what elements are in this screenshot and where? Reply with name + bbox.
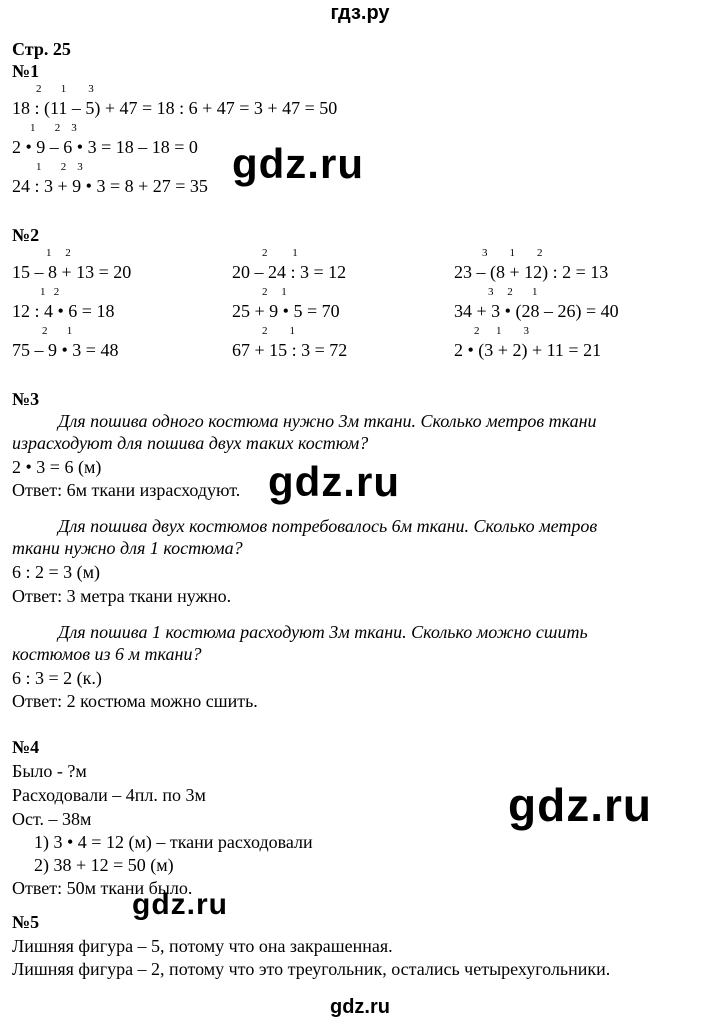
order-marks: 2 1 xyxy=(42,325,73,337)
task-text: израсходуют для пошива двух таких костюм? xyxy=(12,433,369,453)
expression: 15 – 8 + 13 = 20 xyxy=(12,262,132,282)
task-text: ткани нужно для 1 костюма? xyxy=(12,538,243,558)
explanation-line: Лишняя фигура – 5, потому что она закрашенная. xyxy=(12,936,393,956)
answer: Ответ: 6м ткани израсходуют. xyxy=(12,480,241,500)
solution-step: 1) 3 • 4 = 12 (м) – ткани расходовали xyxy=(34,832,313,852)
condition-line: Расходовали – 4пл. по 3м xyxy=(12,785,206,805)
expression: 75 – 9 • 3 = 48 xyxy=(12,340,119,360)
task-text: Для пошива двух костюмов потребовалось 6м ткани. Сколько метров xyxy=(58,516,598,536)
page-label: Стр. 25 xyxy=(12,39,71,59)
condition-line: Ост. – 38м xyxy=(12,809,92,829)
order-marks: 1 2 xyxy=(40,286,60,298)
section-3-title: №3 xyxy=(12,389,40,409)
task-text: Для пошива одного костюма нужно 3м ткани. Сколько метров ткани xyxy=(58,411,597,431)
solution-step: 2) 38 + 12 = 50 (м) xyxy=(34,855,174,875)
order-marks: 1 2 xyxy=(46,247,71,259)
task-text: костюмов из 6 м ткани? xyxy=(12,644,202,664)
watermark: gdz.ru xyxy=(268,458,400,505)
expression: 20 – 24 : 3 = 12 xyxy=(232,262,347,282)
order-marks: 2 1 xyxy=(262,286,287,298)
expression: 24 : 3 + 9 • 3 = 8 + 27 = 35 xyxy=(12,176,208,196)
expression: 2 • 9 – 6 • 3 = 18 – 18 = 0 xyxy=(12,137,198,157)
order-marks: 2 1 3 xyxy=(474,325,529,337)
watermark: gdz.ru xyxy=(132,888,228,921)
section-4-title: №4 xyxy=(12,737,40,757)
calculation: 6 : 3 = 2 (к.) xyxy=(12,668,102,688)
section-2-title: №2 xyxy=(12,225,40,245)
site-footer: gdz.ru xyxy=(330,996,390,1018)
order-marks: 3 1 2 xyxy=(482,247,543,259)
explanation-line: Лишняя фигура – 2, потому что это треугольник, остались четырехугольники. xyxy=(12,959,611,979)
answer: Ответ: 2 костюма можно сшить. xyxy=(12,691,258,711)
expression: 23 – (8 + 12) : 2 = 13 xyxy=(454,262,609,282)
expression: 25 + 9 • 5 = 70 xyxy=(232,301,340,321)
answer: Ответ: 3 метра ткани нужно. xyxy=(12,586,232,606)
watermark: gdz.ru xyxy=(508,779,652,831)
order-marks: 1 2 3 xyxy=(36,161,83,173)
expression: 18 : (11 – 5) + 47 = 18 : 6 + 47 = 3 + 47 = 50 xyxy=(12,98,338,118)
expression: 67 + 15 : 3 = 72 xyxy=(232,340,348,360)
task-text: Для пошива 1 костюма расходуют 3м ткани. Сколько можно сшить xyxy=(58,622,588,642)
section-1-title: №1 xyxy=(12,61,40,81)
site-header: гдз.ру xyxy=(330,2,390,24)
order-marks: 3 2 1 xyxy=(488,286,538,298)
condition-line: Было - ?м xyxy=(12,761,87,781)
section-5-title: №5 xyxy=(12,912,40,932)
order-marks: 2 1 3 xyxy=(36,83,94,95)
calculation: 2 • 3 = 6 (м) xyxy=(12,457,102,477)
calculation: 6 : 2 = 3 (м) xyxy=(12,562,101,582)
expression: 34 + 3 • (28 – 26) = 40 xyxy=(454,301,619,321)
expression: 12 : 4 • 6 = 18 xyxy=(12,301,115,321)
expression: 2 • (3 + 2) + 11 = 21 xyxy=(454,340,602,360)
order-marks: 2 1 xyxy=(262,325,295,337)
watermark: gdz.ru xyxy=(232,140,364,187)
order-marks: 1 2 3 xyxy=(30,122,77,134)
order-marks: 2 1 xyxy=(262,247,298,259)
answer: Ответ: 50м ткани было. xyxy=(12,878,193,898)
